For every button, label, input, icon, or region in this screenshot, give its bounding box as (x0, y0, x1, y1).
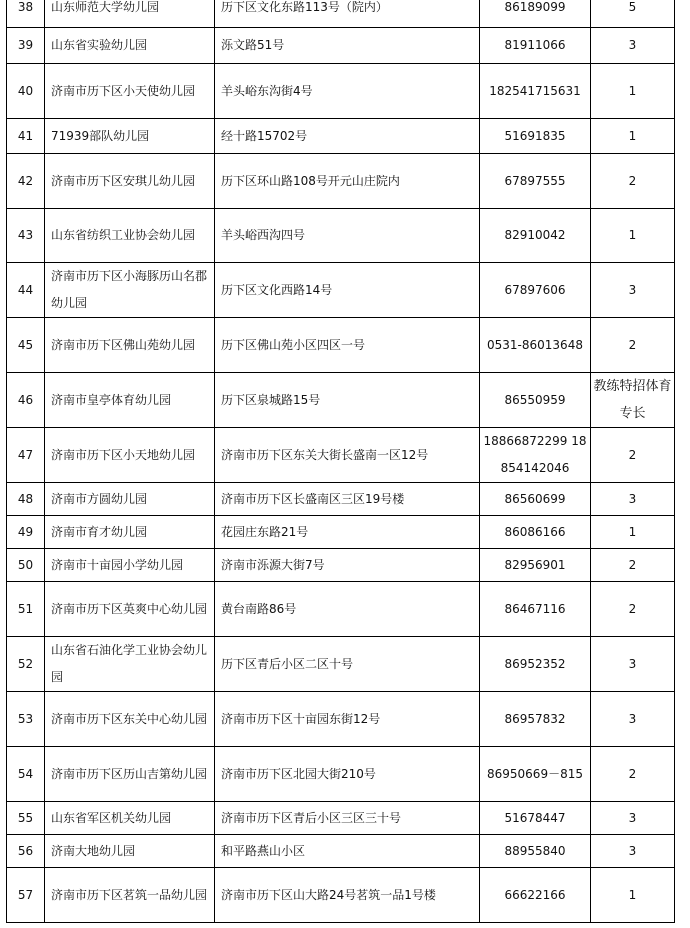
phone: 86467116 (480, 582, 591, 637)
table-row (7, 637, 675, 692)
row-number: 49 (7, 516, 45, 549)
table-body (7, 0, 675, 923)
table-row (7, 549, 675, 582)
row-number: 50 (7, 549, 45, 582)
enrollment-count: 2 (591, 549, 675, 582)
phone: 81911066 (480, 28, 591, 64)
row-number: 40 (7, 64, 45, 119)
kindergarten-name: 济南市历下区茗筑一品幼儿园 (45, 868, 215, 923)
row-number: 53 (7, 692, 45, 747)
phone: 82956901 (480, 549, 591, 582)
phone: 51678447 (480, 802, 591, 835)
enrollment-count: 5 (591, 0, 675, 28)
enrollment-count: 1 (591, 209, 675, 263)
row-number: 45 (7, 318, 45, 373)
kindergarten-name: 济南市历下区历山吉第幼儿园 (45, 747, 215, 802)
address: 花园庄东路21号 (215, 516, 480, 549)
row-number: 57 (7, 868, 45, 923)
address: 济南市历下区山大路24号茗筑一品1号楼 (215, 868, 480, 923)
row-number: 52 (7, 637, 45, 692)
address: 济南市泺源大街7号 (215, 549, 480, 582)
row-number: 38 (7, 0, 45, 28)
row-number: 51 (7, 582, 45, 637)
table-row (7, 64, 675, 119)
table-row (7, 483, 675, 516)
address: 济南市历下区长盛南区三区19号楼 (215, 483, 480, 516)
address: 羊头峪西沟四号 (215, 209, 480, 263)
phone: 86189099 (480, 0, 591, 28)
kindergarten-name: 济南市育才幼儿园 (45, 516, 215, 549)
phone: 86560699 (480, 483, 591, 516)
kindergarten-name: 山东省实验幼儿园 (45, 28, 215, 64)
table-row (7, 868, 675, 923)
address: 历下区泉城路15号 (215, 373, 480, 428)
kindergarten-name: 济南市历下区小天使幼儿园 (45, 64, 215, 119)
address: 和平路燕山小区 (215, 835, 480, 868)
enrollment-count: 3 (591, 637, 675, 692)
phone: 86957832 (480, 692, 591, 747)
row-number: 46 (7, 373, 45, 428)
address: 历下区佛山苑小区四区一号 (215, 318, 480, 373)
table-row (7, 28, 675, 64)
kindergarten-name: 济南市十亩园小学幼儿园 (45, 549, 215, 582)
enrollment-count: 2 (591, 318, 675, 373)
address: 历下区文化西路14号 (215, 263, 480, 318)
row-number: 55 (7, 802, 45, 835)
table-row (7, 747, 675, 802)
phone: 0531-86013648 (480, 318, 591, 373)
address: 历下区文化东路113号（院内） (215, 0, 480, 28)
enrollment-count: 2 (591, 154, 675, 209)
row-number: 44 (7, 263, 45, 318)
address: 济南市历下区青后小区三区三十号 (215, 802, 480, 835)
address: 经十路15702号 (215, 119, 480, 154)
enrollment-count: 教练特招体育专长 (591, 373, 675, 428)
phone: 82910042 (480, 209, 591, 263)
table-row (7, 119, 675, 154)
address: 历下区青后小区二区十号 (215, 637, 480, 692)
kindergarten-name: 济南市历下区小天地幼儿园 (45, 428, 215, 483)
table-row (7, 373, 675, 428)
table-row (7, 209, 675, 263)
enrollment-count: 3 (591, 28, 675, 64)
row-number: 56 (7, 835, 45, 868)
table-row (7, 582, 675, 637)
kindergarten-name: 济南市皇亭体育幼儿园 (45, 373, 215, 428)
kindergarten-name: 济南市历下区小海豚历山名郡幼儿园 (45, 263, 215, 318)
enrollment-count: 1 (591, 516, 675, 549)
enrollment-count: 1 (591, 119, 675, 154)
kindergarten-name: 71939部队幼儿园 (45, 119, 215, 154)
table-row (7, 516, 675, 549)
enrollment-count: 2 (591, 582, 675, 637)
row-number: 42 (7, 154, 45, 209)
row-number: 48 (7, 483, 45, 516)
address: 济南市历下区北园大街210号 (215, 747, 480, 802)
enrollment-count: 2 (591, 747, 675, 802)
address: 羊头峪东沟街4号 (215, 64, 480, 119)
table-row (7, 428, 675, 483)
phone: 18866872299 18854142046 (480, 428, 591, 483)
phone: 51691835 (480, 119, 591, 154)
row-number: 41 (7, 119, 45, 154)
enrollment-count: 1 (591, 64, 675, 119)
kindergarten-name: 山东省纺织工业协会幼儿园 (45, 209, 215, 263)
row-number: 39 (7, 28, 45, 64)
enrollment-count: 3 (591, 835, 675, 868)
address: 黄台南路86号 (215, 582, 480, 637)
row-number: 43 (7, 209, 45, 263)
phone: 86086166 (480, 516, 591, 549)
phone: 86952352 (480, 637, 591, 692)
table-row (7, 802, 675, 835)
table-row (7, 318, 675, 373)
phone: 67897606 (480, 263, 591, 318)
enrollment-count: 3 (591, 263, 675, 318)
enrollment-count: 3 (591, 692, 675, 747)
kindergarten-name: 济南市历下区佛山苑幼儿园 (45, 318, 215, 373)
address: 济南市历下区东关大街长盛南一区12号 (215, 428, 480, 483)
phone: 67897555 (480, 154, 591, 209)
kindergarten-name: 济南市历下区英爽中心幼儿园 (45, 582, 215, 637)
table-row (7, 0, 675, 28)
phone: 66622166 (480, 868, 591, 923)
enrollment-count: 2 (591, 428, 675, 483)
kindergarten-name: 济南市历下区东关中心幼儿园 (45, 692, 215, 747)
kindergarten-name: 济南市方圆幼儿园 (45, 483, 215, 516)
kindergarten-name: 山东师范大学幼儿园 (45, 0, 215, 28)
table-row (7, 154, 675, 209)
phone: 86950669－815 (480, 747, 591, 802)
table-row (7, 835, 675, 868)
address: 济南市历下区十亩园东街12号 (215, 692, 480, 747)
phone: 182541715631 (480, 64, 591, 119)
address: 历下区环山路108号开元山庄院内 (215, 154, 480, 209)
row-number: 47 (7, 428, 45, 483)
enrollment-count: 1 (591, 868, 675, 923)
row-number: 54 (7, 747, 45, 802)
kindergarten-name: 济南大地幼儿园 (45, 835, 215, 868)
phone: 88955840 (480, 835, 591, 868)
enrollment-count: 3 (591, 802, 675, 835)
address: 泺文路51号 (215, 28, 480, 64)
table-row (7, 692, 675, 747)
kindergarten-name: 济南市历下区安琪儿幼儿园 (45, 154, 215, 209)
kindergarten-name: 山东省石油化学工业协会幼儿园 (45, 637, 215, 692)
phone: 86550959 (480, 373, 591, 428)
kindergarten-table (6, 0, 675, 923)
enrollment-count: 3 (591, 483, 675, 516)
kindergarten-name: 山东省军区机关幼儿园 (45, 802, 215, 835)
table-row (7, 263, 675, 318)
